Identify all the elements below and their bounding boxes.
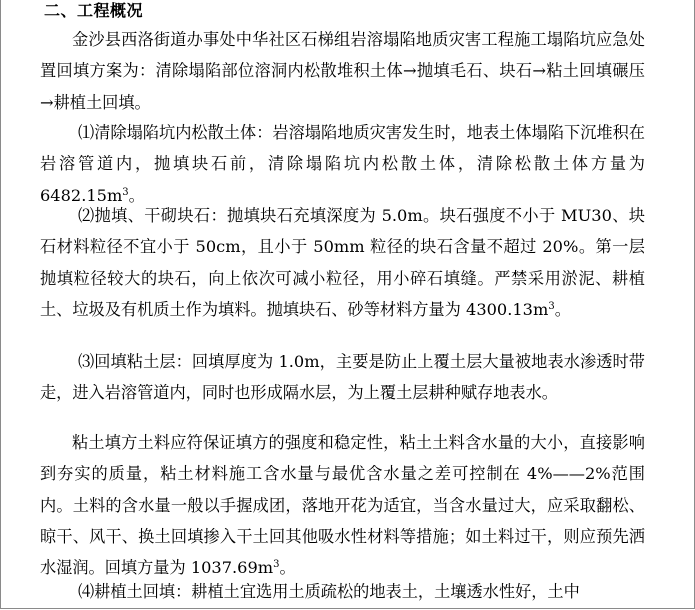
paragraph-step-1 <box>40 117 645 211</box>
paragraph-text: ⑵抛填、干砌块石：抛填块石充填深度为 5.0m。块石强度不小于 MU30、块石材料粒径不宜小于 50cm，且小于 50mm 粒径的块石含量不超过 20%。第一层抛填粒径较大的块石，向上依次可减小粒径，用小碎石填缝。严禁采用淤泥、耕植土、垃圾及有机质土作为填料。抛填块石、砂等材料方量为 4300.13m <box>40 206 645 319</box>
paragraph-tail: 。 <box>554 299 571 319</box>
paragraph-text: ⑷耕植土回填：耕植土宜选用土质疏松的地表土，土壤透水性好，土中 <box>78 582 580 601</box>
paragraph-text: 粘土填方土料应符保证填方的强度和稳定性，粘土土料含水量的大小，直接影响到夯实的质量，粘土材料施工含水量与最优含水量之差可控制在 4%——2%范围内。土料的含水量一般以手握成团，落地开花为适宜，当含水量过大，应采取翻松、晾干、风干、换土回填掺入干土回其他吸水性材料等措施；如土料过干，则应预先洒水湿润。回填方量为 1037.69m <box>40 433 645 578</box>
paragraph-step-3 <box>40 346 645 409</box>
paragraph-text: ⑶回填粘土层：回填厚度为 1.0m，主要是防止上覆土层大量被地表水渗透时带走，进入岩溶管道内，同时也形成隔水层，为上覆土层耕种赋存地表水。 <box>40 352 645 403</box>
paragraph-text: ⑴清除塌陷坑内松散土体：岩溶塌陷地质灾害发生时，地表土体塌陷下沉堆积在岩溶管道内，抛填块石前，清除塌陷坑内松散土体，清除松散土体方量为 6482.15m <box>40 123 645 205</box>
paragraph-step-2 <box>40 200 645 325</box>
superscript: 3 <box>273 559 280 571</box>
superscript: 3 <box>122 186 129 198</box>
section-heading: 二、工程概况 <box>44 1 144 20</box>
paragraph-tail: 。 <box>279 558 296 578</box>
superscript: 3 <box>548 300 555 312</box>
paragraph-text: 金沙县西洛街道办事处中华社区石梯组岩溶塌陷地质灾害工程施工塌陷坑应急处置回填方案为：清除塌陷部位溶洞内松散堆积土体→抛填毛石、块石→粘土回填碾压→耕植土回填。 <box>40 30 645 112</box>
paragraph-tail: 。 <box>128 185 145 205</box>
paragraph-clay-fill <box>40 427 645 583</box>
paragraph-intro <box>40 24 645 118</box>
paragraph-step-4 <box>40 576 645 607</box>
